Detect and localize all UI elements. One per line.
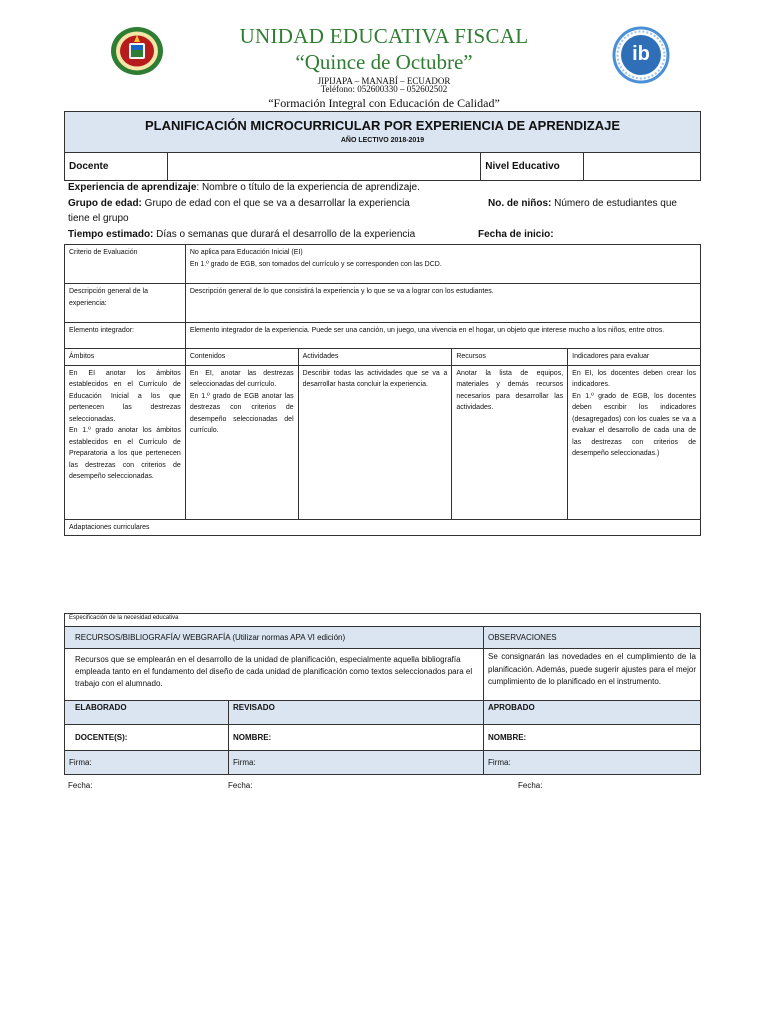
actividades-text: Describir todas las actividades que se va a desarrollar hasta concluir la experiencia. xyxy=(298,365,452,519)
indicadores-cell xyxy=(568,365,701,519)
indicadores-text-1: En EI, los docentes deben crear los indicadores. xyxy=(572,369,696,388)
time-line xyxy=(68,228,415,241)
children-count-label: No. de niños: xyxy=(488,198,552,209)
contenidos-text-1: En EI, anotar las destrezas seleccionadas del currículo. xyxy=(189,369,294,388)
contenidos-text-2: En 1.º grado de EGB anotar las destrezas con criterios de desempeño seleccionadas del currículo. xyxy=(189,392,294,434)
time-label: Tiempo estimado: xyxy=(68,229,154,240)
aprobado-label: APROBADO xyxy=(484,701,701,725)
teacher-info-table xyxy=(64,152,701,181)
column-header-contenidos: Contenidos xyxy=(185,349,298,366)
elaborado-firma-label: Firma: xyxy=(65,751,229,775)
experience-label: Experiencia de aprendizaje xyxy=(68,182,197,193)
revisado-label: REVISADO xyxy=(229,701,484,725)
ib-logo-letters: ib xyxy=(632,43,650,65)
school-motto: “Formación Integral con Educación de Calidad” xyxy=(268,96,500,110)
docente-field[interactable] xyxy=(167,153,480,181)
school-location: JIPIJAPA – MANABÍ – ECUADOR xyxy=(317,76,451,86)
indicadores-text-2: En 1.º grado de EGB, los docentes deben escribir los indicadores (desagregados) con los cuales se va a evaluar el desarrollo de cada una de las destrezas con criterios de desempeño seleccionadas.) xyxy=(572,392,696,457)
contenidos-cell xyxy=(185,365,298,519)
docentes-label: DOCENTE(S): xyxy=(65,725,229,751)
nivel-field[interactable] xyxy=(584,153,701,181)
planning-table xyxy=(64,244,701,536)
children-count-line xyxy=(488,197,677,210)
criterio-text-1: No aplica para Educación Inicial (EI) xyxy=(189,249,303,256)
elaborado-fecha-label: Fecha: xyxy=(68,781,93,790)
school-phone: Teléfono: 052600330 – 052602502 xyxy=(320,84,448,94)
resources-signature-table xyxy=(64,613,701,775)
criterio-text-2: En 1.º grado de EGB, son tomados del currículo y se corresponden con las DCD. xyxy=(189,260,442,268)
elemento-label: Elemento integrador: xyxy=(65,323,186,349)
column-header-ambitos: Ámbitos xyxy=(65,349,186,366)
elemento-text: Elemento integrador de la experiencia. Puede ser una canción, un juego, una vivencia en el hogar, un objeto que interese mucho a los niños, entre otros. xyxy=(185,323,700,349)
revisado-nombre-label: NOMBRE: xyxy=(229,725,484,751)
children-count-text: Número de estudiantes que xyxy=(551,198,677,209)
ambitos-text-2: En 1.º grado anotar los ámbitos establecidos en el Currículo de Preparatoria a los que pertenecen las destrezas con criterios de desempeño seleccionadas. xyxy=(69,427,181,480)
revisado-fecha-label: Fecha: xyxy=(228,781,253,790)
planning-title: PLANIFICACIÓN MICROCURRICULAR POR EXPERIENCIA DE APRENDIZAJE xyxy=(144,118,620,133)
adaptaciones-label: Adaptaciones curriculares xyxy=(65,519,701,536)
aprobado-nombre-label: NOMBRE: xyxy=(484,725,701,751)
age-group-text: Grupo de edad con el que se va a desarrollar la experiencia xyxy=(141,198,410,209)
school-name: UNIDAD EDUCATIVA FISCAL xyxy=(239,24,529,48)
descripcion-text: Descripción general de lo que consistirá la experiencia y lo que se va a lograr con los estudiantes. xyxy=(185,284,700,323)
criterio-cell xyxy=(185,245,700,284)
experience-line xyxy=(68,181,420,194)
observaciones-text: Se consignarán las novedades en el cumplimiento de la planificación. Además, puede sugerir ajustes para el mejor cumplimiento de lo planificado en el instrumento. xyxy=(484,649,701,701)
elaborado-label: ELABORADO xyxy=(65,701,229,725)
age-group-line xyxy=(68,197,410,210)
nivel-label: Nivel Educativo xyxy=(481,153,584,181)
planning-heading xyxy=(64,111,701,153)
column-header-actividades: Actividades xyxy=(298,349,452,366)
recursos-text: Anotar la lista de equipos, materiales y demás recursos necesarios para desarrollar las actividades. xyxy=(452,365,568,519)
age-group-text-cont: tiene el grupo xyxy=(68,213,129,224)
recursos-header: RECURSOS/BIBLIOGRAFÍA/ WEBGRAFÍA (Utilizar normas APA VI edición) xyxy=(65,627,484,649)
aprobado-firma-label: Firma: xyxy=(484,751,701,775)
recursos-text: Recursos que se emplearán en el desarrollo de la unidad de planificación, especialmente aquella bibliografía empleada tanto en el fundamento del diseño de cada unidad de planificación como textos seleccionados para el trabajo con el alumnado. xyxy=(65,649,484,701)
revisado-firma-label: Firma: xyxy=(229,751,484,775)
ambitos-cell xyxy=(65,365,186,519)
observaciones-header: OBSERVACIONES xyxy=(484,627,701,649)
descripcion-label: Descripción general de la experiencia: xyxy=(65,284,186,323)
docente-label: Docente xyxy=(65,153,168,181)
age-group-label: Grupo de edad: xyxy=(68,198,142,209)
ambitos-text-1: En EI anotar los ámbitos establecidos en el Currículo de Educación Inicial a los que pertenecen las destrezas seleccionadas. xyxy=(69,369,181,423)
column-header-recursos: Recursos xyxy=(452,349,568,366)
time-text: Días o semanas que durará el desarrollo de la experiencia xyxy=(153,229,416,240)
school-subtitle: “Quince de Octubre” xyxy=(295,50,473,74)
school-year: AÑO LECTIVO 2018-2019 xyxy=(340,137,425,144)
column-header-indicadores: Indicadores para evaluar xyxy=(568,349,701,366)
experience-text: : Nombre o título de la experiencia de aprendizaje. xyxy=(196,182,420,193)
especificacion-label: Especificación de la necesidad educativa xyxy=(65,614,701,627)
start-date-label: Fecha de inicio: xyxy=(478,229,554,240)
criterio-label: Criterio de Evaluación xyxy=(65,245,186,284)
aprobado-fecha-label: Fecha: xyxy=(518,781,543,790)
